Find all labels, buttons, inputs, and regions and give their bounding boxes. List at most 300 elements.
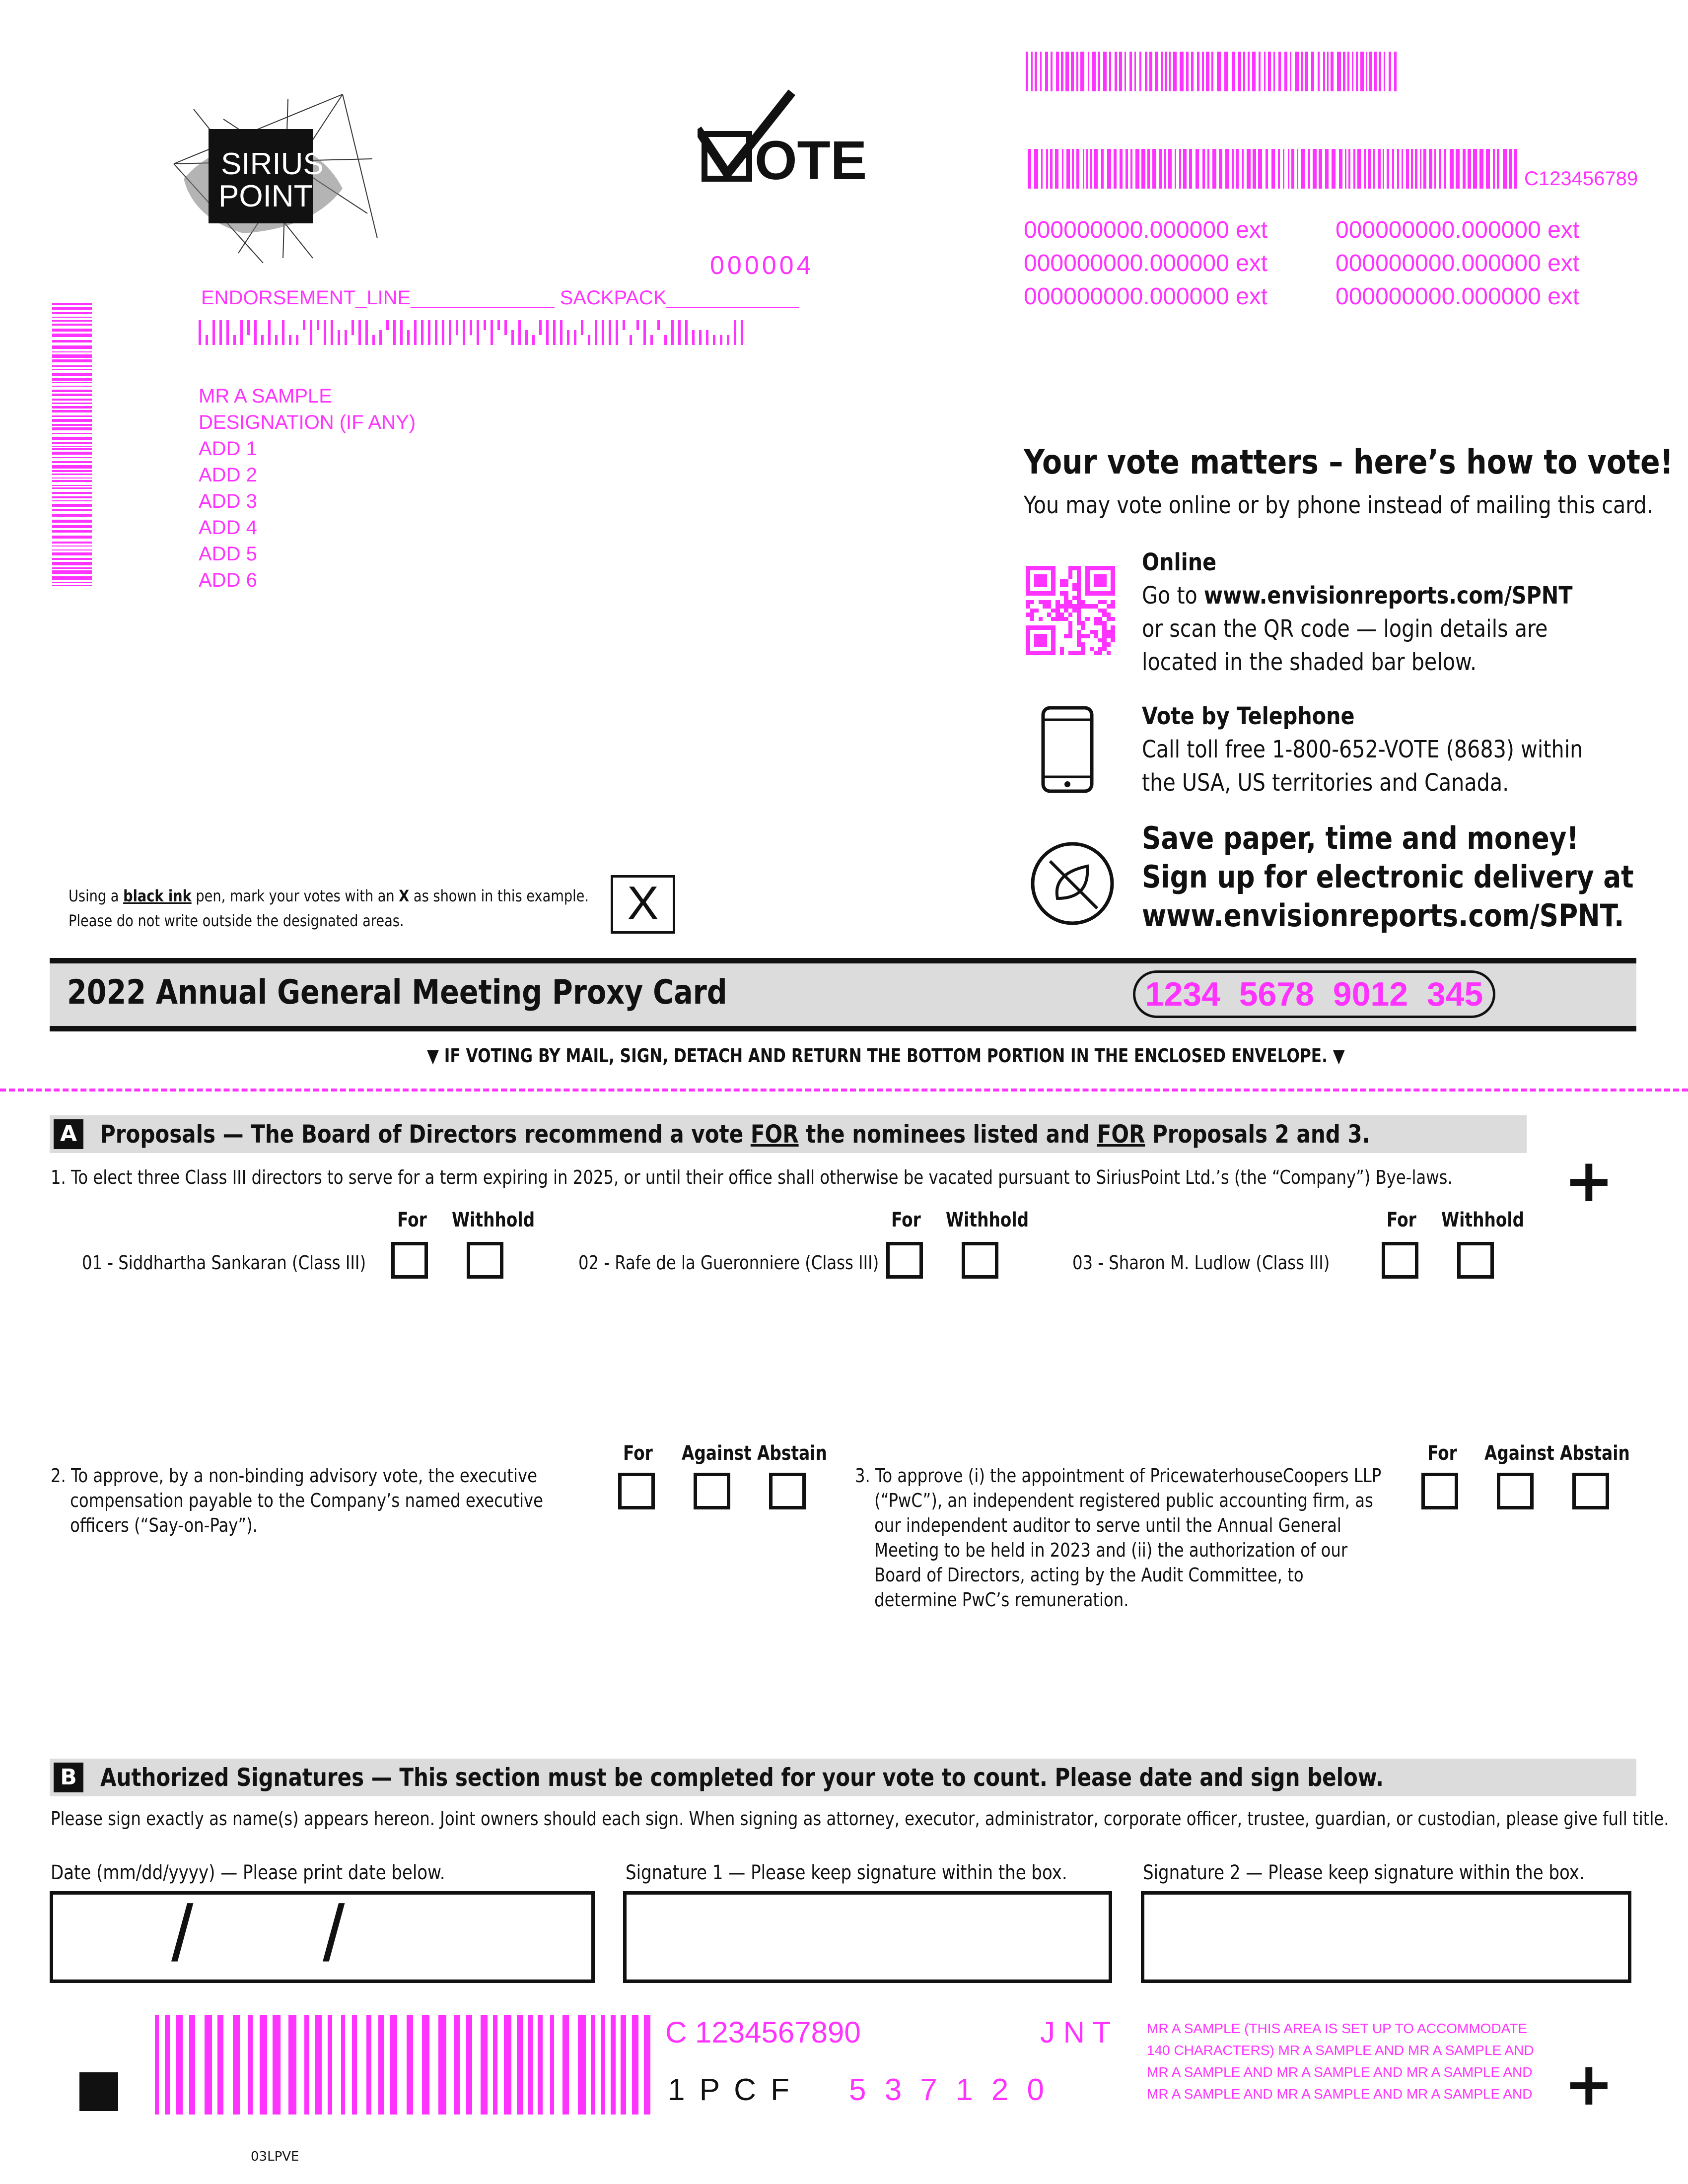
top-barcode-2 [1028,149,1519,189]
barcode-bar [1147,149,1150,189]
phone-line1: Call toll free 1-800-652-VOTE (8683) within [1142,736,1583,763]
barcode-bar [591,2015,595,2115]
barcode-bar [657,320,660,330]
barcode-bar [1119,52,1122,91]
qr-module [1039,625,1043,630]
barcode-bar [1273,52,1275,91]
barcode-bar [365,320,368,345]
qr-module [1060,651,1064,655]
barcode-bar [52,461,92,463]
qr-module [1085,617,1090,621]
barcode-bar [643,320,646,345]
qr-module [1098,638,1103,643]
qr-module [1026,625,1030,630]
qr-module [1077,630,1081,634]
qr-module [1107,591,1111,596]
col-abstain-label: Abstain [757,1442,827,1465]
qr-module [1085,579,1090,583]
barcode-bar [233,335,236,345]
barcode-bar [1180,52,1184,91]
barcode-bar [52,530,92,533]
barcode-bar [52,549,92,550]
barcode-bar [650,335,653,345]
barcode-bar [1202,149,1205,189]
barcode-bar [1168,149,1172,189]
barcode-bar [1206,52,1209,91]
phone-icon [1040,705,1095,796]
example-mark-box: X [611,875,675,934]
registration-square [79,2072,118,2111]
qr-module [1034,566,1039,570]
qr-module [1094,604,1098,609]
qr-module [1034,591,1039,596]
qr-module [1094,634,1098,638]
qr-module [1034,642,1039,647]
qr-module [1111,591,1115,596]
qr-module [1111,604,1115,609]
qr-module [1043,625,1047,630]
barcode-bar [240,320,243,345]
qr-module [1043,591,1047,596]
barcode-bar [481,2015,488,2115]
qr-module [1098,591,1103,596]
barcode-bar [1211,52,1213,91]
barcode-bar [1056,52,1059,91]
barcode-bar [1232,52,1235,91]
qr-module [1039,634,1043,638]
plus-mark-top: + [1564,1147,1614,1216]
barcode-bar [1479,149,1483,189]
qr-module [1051,638,1055,643]
barcode-bar [206,335,208,345]
barcode-bar [493,2015,497,2115]
qr-module [1026,574,1030,579]
qr-module [1085,583,1090,587]
barcode-bar [588,335,590,345]
qr-module [1102,583,1107,587]
barcode-bar [1264,52,1266,91]
address-line: ADD 2 [199,464,257,486]
qr-module [1051,579,1055,583]
barcode-bar [699,330,702,345]
barcode-bar [664,335,667,345]
col-against-label: Against [682,1442,752,1465]
barcode-bar [1297,149,1298,189]
qr-module [1077,634,1081,638]
barcode-bar [1236,149,1239,189]
barcode-bar [52,345,92,349]
barcode-bar [1301,52,1303,91]
footer-jnt: J N T [1040,2016,1111,2049]
qr-module [1077,651,1081,655]
qr-module [1030,651,1035,655]
barcode-bar [1207,149,1209,189]
online-url-link[interactable]: www.envisionreports.com/SPNT [1203,582,1573,610]
qr-module [1043,604,1047,609]
date-field[interactable] [50,1891,595,1983]
sig2-label: Signature 2 — Please keep signature within the box. [1143,1861,1585,1884]
signature-1-field[interactable] [623,1891,1112,1983]
barcode-bar [379,330,382,345]
barcode-bar [1356,52,1358,91]
qr-module [1030,591,1035,596]
qr-module [1034,583,1039,587]
barcode-bar [1411,149,1413,189]
qr-module [1068,630,1073,634]
barcode-bar [248,2015,253,2115]
qr-module [1102,613,1107,617]
vote-word: OTE [755,130,867,191]
barcode-bar [1179,149,1181,189]
barcode-bar [1094,149,1098,189]
barcode-bar [1347,52,1349,91]
barcode-bar [1225,149,1229,189]
barcode-bar [1061,52,1063,91]
logo-text-bottom: POINT [218,179,313,213]
barcode-bar [288,2015,296,2115]
qr-module [1060,604,1064,609]
barcode-bar [296,335,298,345]
barcode-bar [1129,52,1132,91]
barcode-bar [734,320,736,345]
qr-module [1094,651,1098,655]
barcode-bar [1114,149,1117,189]
qr-module [1051,587,1055,592]
proposal-line: officers (“Say-on-Pay”). [70,1514,258,1536]
barcode-bar [1514,149,1517,189]
qr-module [1064,600,1068,605]
barcode-bar [601,2015,605,2115]
col-withhold-label: Withhold [946,1209,1029,1231]
footer-form-code: 1 P C F [668,2073,793,2107]
barcode-bar [1161,52,1163,91]
barcode-bar [52,487,92,489]
section-a-label: A [54,1119,83,1149]
document-code: 03LPVE [251,2149,299,2164]
qr-module [1039,583,1043,587]
qr-module [1077,638,1081,643]
address-block [199,383,416,594]
qr-module [1051,625,1055,630]
barcode-bar [1364,149,1366,189]
barcode-bar [52,470,92,472]
qr-module [1077,579,1081,583]
signature-2-field[interactable] [1141,1891,1631,1983]
barcode-bar [1379,52,1381,91]
address-line: ADD 4 [199,517,257,539]
barcode-bar [205,2015,212,2115]
proposal-line: 3. To approve (i) the appointment of PricewaterhouseCoopers LLP [855,1465,1382,1487]
qr-module [1098,621,1103,625]
qr-module [1026,642,1030,647]
barcode-bar [52,492,92,494]
barcode-bar [1109,52,1111,91]
qr-module [1051,642,1055,647]
proposal-line: compensation payable to the Company’s named executive [70,1490,544,1511]
paper-line3: www.envisionreports.com/SPNT. [1142,897,1624,934]
nominee-3-for-checkbox[interactable] [1382,1242,1418,1279]
footer-barcode [155,2015,651,2115]
barcode-bar [1352,52,1353,91]
qr-module [1077,621,1081,625]
barcode-bar [52,509,92,511]
qr-module [1111,630,1115,634]
instr-text: as shown in this example. [409,887,589,905]
barcode-bar [52,410,92,412]
barcode-bar [390,2015,397,2115]
qr-module [1055,604,1060,609]
qr-module [1051,591,1055,596]
ext-line: 000000000.000000 ext [1336,217,1580,243]
qr-module [1047,604,1052,609]
qr-module [1060,647,1064,651]
qr-module [1039,600,1043,605]
qr-module [1034,579,1039,583]
barcode-bar [504,320,507,335]
qr-module [1030,613,1035,617]
barcode-bar [1026,52,1028,91]
qr-module [1072,583,1077,587]
barcode-bar [438,2015,446,2115]
barcode-bar [563,2015,569,2115]
online-block [1142,546,1573,679]
qr-module [1055,600,1060,605]
barcode-bar [52,386,92,387]
barcode-bar [1327,52,1329,91]
barcode-bar [1318,52,1320,91]
barcode-bar [1258,149,1262,189]
barcode-bar [52,303,92,305]
instr-x: X [399,887,410,905]
proposal-line: determine PwC’s remuneration. [874,1589,1129,1611]
qr-module [1098,609,1103,613]
date-slash-2: / [323,1889,345,1978]
barcode-bar [1439,149,1441,189]
barcode-bar [1169,52,1171,91]
barcode-bar [1319,149,1322,189]
nominee-1-for-checkbox[interactable] [391,1242,428,1279]
barcode-bar [1387,149,1389,189]
qr-module [1034,638,1039,643]
proposal-3-for-checkbox[interactable] [1421,1473,1458,1509]
barcode-bar [1343,52,1345,91]
qr-module [1102,574,1107,579]
qr-module [1098,617,1103,621]
qr-module [1051,609,1055,613]
qr-module [1102,579,1107,583]
qr-module [1077,613,1081,617]
barcode-bar [518,320,521,345]
barcode-bar [155,2015,159,2115]
qr-module [1043,642,1047,647]
barcode-bar [52,585,92,586]
barcode-bar [52,536,92,539]
paper-line2: Sign up for electronic delivery at [1142,859,1634,895]
barcode-bar [692,330,695,345]
qr-module [1068,621,1073,625]
barcode-bar [52,525,92,528]
barcode-bar [52,406,92,409]
barcode-bar [52,474,92,475]
barcode-bar [1086,149,1088,189]
online-prefix: Go to [1142,582,1204,610]
qr-module [1064,596,1068,600]
qr-module [1090,566,1094,570]
proposal-line: our independent auditor to serve until the Annual General [874,1514,1341,1536]
online-line1 [1142,579,1573,613]
barcode-bar [1115,52,1117,91]
barcode-bar [1339,149,1342,189]
qr-module [1111,587,1115,592]
barcode-bar [442,320,444,345]
barcode-bar [260,2015,267,2115]
barcode-bar [1050,149,1053,189]
barcode-bar [609,320,611,345]
col-for-label: For [891,1209,921,1231]
barcode-bar [1308,149,1310,189]
qr-module [1068,600,1073,605]
proposal-3-abstain-checkbox[interactable] [1572,1473,1609,1509]
proposal-2-abstain-checkbox[interactable] [769,1473,806,1509]
proposal-2-against-checkbox[interactable] [694,1473,730,1509]
barcode-bar [616,320,618,345]
barcode-bar [1345,149,1346,189]
barcode-bar [1080,52,1084,91]
nominee-2-withhold-checkbox[interactable] [962,1242,998,1279]
barcode-bar [1323,52,1325,91]
barcode-bar [595,320,597,345]
qr-module [1034,574,1039,579]
barcode-bar [511,330,514,345]
barcode-bar [400,320,403,345]
qr-module [1064,579,1068,583]
barcode-bar [1450,149,1454,189]
nominee-1-withhold-checkbox[interactable] [467,1242,503,1279]
qr-module [1102,647,1107,651]
barcode-bar [304,2015,309,2115]
qr-module [1064,604,1068,609]
qr-module [1055,617,1060,621]
qr-module [1072,596,1077,600]
barcode-bar [1497,149,1499,189]
qr-module [1026,613,1030,617]
qr-module [1094,591,1098,596]
qr-module [1081,625,1085,630]
qr-module [1026,651,1030,655]
barcode-bar [1486,149,1490,189]
barcode-bar [407,330,410,345]
barcode-bar [1288,149,1289,189]
barcode-bar [247,320,250,335]
nominee-3-withhold-checkbox[interactable] [1457,1242,1494,1279]
qr-module [1039,642,1043,647]
qr-module [1051,617,1055,621]
barcode-bar [1088,52,1089,91]
barcode-bar [449,320,451,345]
qr-module [1051,647,1055,651]
barcode-bar [52,378,92,381]
barcode-bar [275,335,278,345]
barcode-bar [1173,52,1177,91]
qr-module [1098,647,1103,651]
qr-module [1077,583,1081,587]
qr-module [1102,642,1107,647]
qr-module [1039,574,1043,579]
barcode-bar [1055,149,1058,189]
barcode-bar [1402,149,1403,189]
ext-line: 000000000.000000 ext [1024,283,1268,310]
barcode-bar [678,320,681,345]
proposal-3-against-checkbox[interactable] [1497,1473,1534,1509]
barcode-bar [1076,149,1079,189]
heading-text: the nominees listed and [798,1120,1097,1149]
barcode-bar [52,500,92,501]
qr-module [1072,566,1077,570]
address-line: ADD 6 [199,569,257,591]
qr-module [1064,609,1068,613]
qr-module [1098,583,1103,587]
online-line2: or scan the QR code — login details are [1142,615,1548,643]
qr-module [1077,570,1081,575]
qr-module [1102,621,1107,625]
qr-module [1047,600,1052,605]
barcode-bar [1394,52,1397,91]
footer-account: C 1234567890 [665,2016,861,2049]
address-line: MR A SAMPLE [199,385,332,407]
qr-module [1026,591,1030,596]
barcode-bar [407,2015,413,2115]
qr-module [1072,604,1077,609]
barcode-bar [212,320,215,345]
barcode-bar [1271,149,1275,189]
section-b-heading: Authorized Signatures — This section must be completed for your vote to count. Please date and sign below. [100,1763,1384,1792]
barcode-bar [550,2015,554,2115]
barcode-bar [1313,149,1317,189]
barcode-bar [685,320,688,345]
barcode-bar [52,399,92,401]
qr-module [1111,574,1115,579]
barcode-bar [1101,149,1104,189]
barcode-bar [602,320,604,345]
barcode-bar [422,2015,429,2115]
barcode-bar [328,2015,332,2115]
proposal-2-for-checkbox[interactable] [618,1473,655,1509]
qr-module [1068,613,1073,617]
barcode-bar [52,382,92,383]
barcode-bar [261,335,264,345]
ext-line: 000000000.000000 ext [1024,250,1268,276]
qr-module [1043,574,1047,579]
logo-text-top: SIRIUS [221,147,324,181]
sequence-number: 000004 [710,251,814,280]
detach-notice: ▼ IF VOTING BY MAIL, SIGN, DETACH AND RETURN THE BOTTOM PORTION IN THE ENCLOSED ENVELOPE. ▼ [427,1045,1345,1067]
barcode-bar [52,390,92,392]
ext-line: 000000000.000000 ext [1024,217,1268,243]
address-line: ADD 5 [199,543,257,565]
barcode-bar [52,334,92,337]
sample-line: MR A SAMPLE AND MR A SAMPLE AND MR A SAMPLE AND [1147,2064,1533,2080]
barcode-bar [52,520,92,523]
qr-module [1026,634,1030,638]
qr-module [1102,609,1107,613]
nominee-2-for-checkbox[interactable] [886,1242,923,1279]
vote-subline: You may vote online or by phone instead of mailing this card. [1024,491,1653,519]
qr-module [1051,583,1055,587]
barcode-bar [1383,149,1384,189]
qr-module [1111,570,1115,575]
barcode-bar [217,2015,223,2115]
qr-module [1030,609,1035,613]
